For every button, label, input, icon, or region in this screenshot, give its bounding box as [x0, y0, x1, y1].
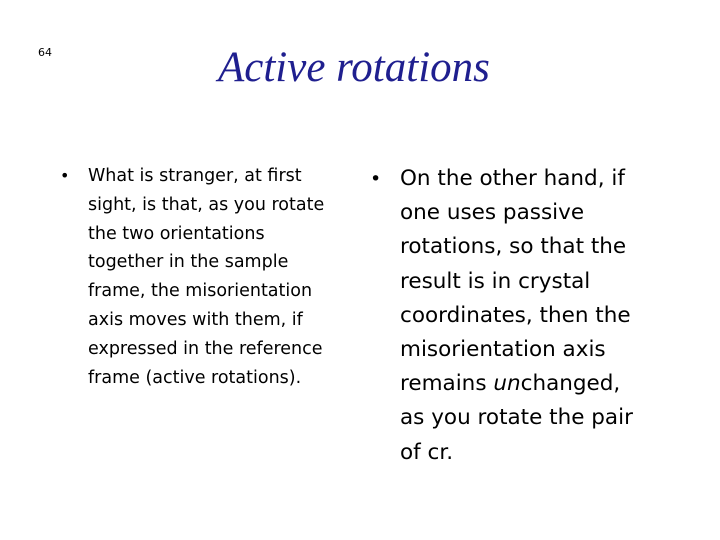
emphasis-before: remains: [400, 371, 494, 397]
right-text-line: rotations, so that the: [400, 234, 627, 260]
right-text-line: of cr.: [400, 439, 454, 465]
emphasis-after: changed,: [520, 371, 621, 397]
left-text-line: sight, is that, as you rotate: [88, 194, 325, 215]
right-text-line: result is in crystal: [400, 268, 591, 294]
left-text-line: What is stranger, at first: [88, 166, 302, 186]
bullet-icon: •: [60, 166, 70, 185]
left-text-line: the two orientations: [88, 223, 265, 244]
right-text-line: coordinates, then the: [400, 302, 631, 328]
right-bullet-text: [400, 162, 670, 470]
left-text-line: axis moves with them, if: [88, 309, 303, 330]
right-text-line: misorientation axis: [400, 337, 606, 363]
left-bullet-item: [60, 162, 360, 392]
right-bullet-item: [370, 162, 670, 470]
left-text-line: expressed in the reference: [88, 338, 323, 359]
left-bullet-list: [60, 162, 360, 392]
left-text-line: frame, the misorientation: [88, 281, 313, 302]
bullet-icon: •: [370, 168, 382, 190]
left-text-line: together in the sample: [88, 252, 289, 273]
slide-number: 64: [38, 46, 52, 59]
right-text-line: On the other hand, if: [400, 166, 625, 191]
emphasis-text: un: [493, 371, 521, 397]
right-text-line-emphasis: [400, 367, 670, 401]
right-text-line: one uses passive: [400, 200, 585, 226]
right-text-line: as you rotate the pair: [400, 405, 633, 431]
left-text-line: frame (active rotations).: [88, 367, 302, 388]
left-bullet-text: [88, 162, 360, 392]
right-bullet-list: [370, 162, 670, 470]
slide-title: Active rotations: [218, 44, 490, 91]
